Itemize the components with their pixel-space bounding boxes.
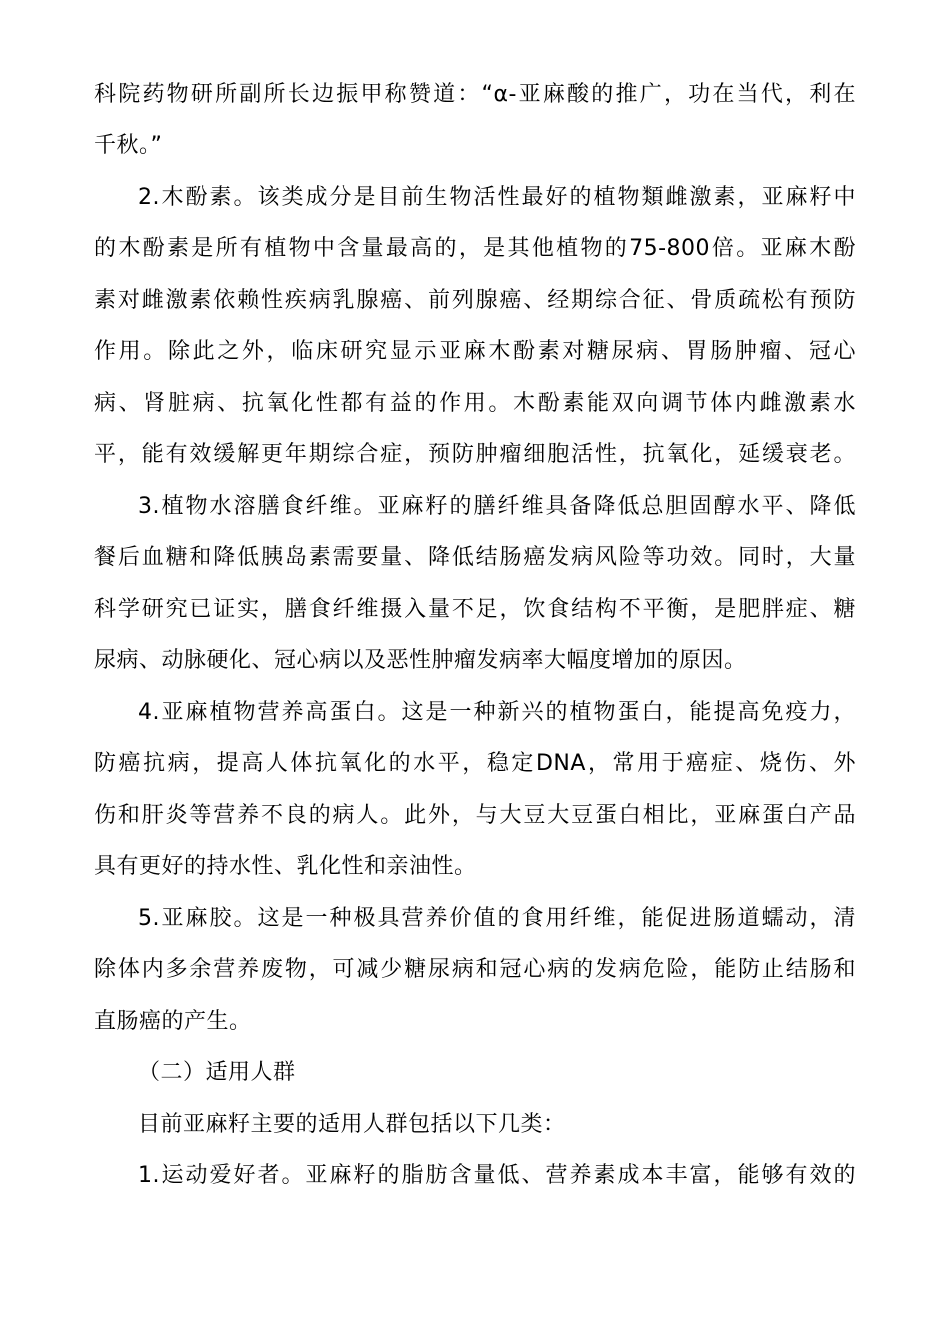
text-line: 作用。除此之外，临床研究显示亚麻木酚素对糖尿病、胃肠肿瘤、冠心 <box>94 339 856 364</box>
text-line: 尿病、动脉硬化、冠心病以及恶性肿瘤发病率大幅度增加的原因。 <box>94 648 747 673</box>
paragraph-start-line: 1.运动爱好者。亚麻籽的脂肪含量低、营养素成本丰富，能够有效的 <box>138 1163 856 1188</box>
paragraph-start-line: 3.植物水溶膳食纤维。亚麻籽的膳纤维具备降低总胆固醇水平、降低 <box>138 494 856 519</box>
text-line: 病、肾脏病、抗氧化性都有益的作用。木酚素能双向调节体内雌激素水 <box>94 391 856 416</box>
text-line: 科学研究已证实，膳食纤维摄入量不足，饮食结构不平衡，是肥胖症、糖 <box>94 597 856 622</box>
paragraph-start-line: 2.木酚素。该类成分是目前生物活性最好的植物類雌激素，亚麻籽中 <box>138 185 856 210</box>
text-line: 餐后血糖和降低胰岛素需要量、降低结肠癌发病风险等功效。同时，大量 <box>94 545 856 570</box>
text-line: 科院药物研所副所长边振甲称赞道：“α-亚麻酸的推广，功在当代，利在 <box>94 82 856 107</box>
text-line: 具有更好的持水性、乳化性和亲油性。 <box>94 854 477 879</box>
text-line: 伤和肝炎等营养不良的病人。此外，与大豆大豆蛋白相比，亚麻蛋白产品 <box>94 803 856 828</box>
text-line: 的木酚素是所有植物中含量最高的，是其他植物的75-800倍。亚麻木酚 <box>94 236 856 261</box>
text-line: 素对雌激素依赖性疾病乳腺癌、前列腺癌、经期综合征、骨质疏松有预防 <box>94 288 856 313</box>
paragraph-start-line: 目前亚麻籽主要的适用人群包括以下几类： <box>138 1112 566 1137</box>
text-line: 除体内多余营养废物，可减少糖尿病和冠心病的发病危险，能防止结肠和 <box>94 957 856 982</box>
text-line: 平，能有效缓解更年期综合症，预防肿瘤细胞活性，抗氧化，延缓衰老。 <box>94 442 856 467</box>
paragraph-start-line: 5.亚麻胶。这是一种极具营养价值的食用纤维，能促进肠道蠕动，清 <box>138 906 856 931</box>
section-heading: （二）适用人群 <box>138 1060 296 1085</box>
text-line: 防癌抗病，提高人体抗氧化的水平，稳定DNA，常用于癌症、烧伤、外 <box>94 751 856 776</box>
paragraph-start-line: 4.亚麻植物营养高蛋白。这是一种新兴的植物蛋白，能提高免疫力， <box>138 700 856 725</box>
text-line: 千秋。” <box>94 133 163 158</box>
text-line: 直肠癌的产生。 <box>94 1009 252 1034</box>
